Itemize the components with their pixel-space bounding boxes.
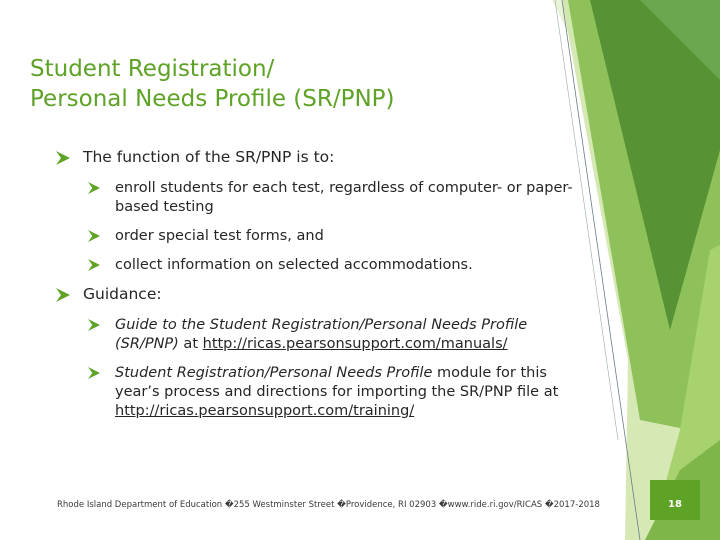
- bullet-text: Guidance:: [83, 285, 162, 303]
- page-number: 18: [668, 499, 682, 510]
- bullet-text: The function of the SR/PNP is to:: [83, 148, 335, 166]
- sub-bullet-guide: [88, 316, 586, 354]
- diamond-bullet-icon: [88, 319, 100, 331]
- bullet-guidance: [56, 285, 586, 304]
- function-sublist: [88, 179, 586, 275]
- sub-bullet-text: enroll students for each test, regardless of computer- or paper-based testing: [115, 180, 573, 215]
- bullet-content: [56, 148, 586, 431]
- sub-bullet-order: [88, 227, 586, 246]
- title-line-2: Personal Needs Profile (SR/PNP): [30, 86, 395, 112]
- training-link[interactable]: http://ricas.pearsonsupport.com/training/: [115, 403, 415, 419]
- diamond-bullet-icon: [88, 367, 100, 379]
- diamond-bullet-icon: [88, 230, 100, 242]
- diamond-bullet-icon: [56, 151, 70, 165]
- sub-bullet-text: at: [178, 336, 203, 352]
- footer: Rhode Island Department of Education �255 Westminster Street �Providence, RI 02903 �www.ride.ri.gov/RICAS �2017-2018: [57, 500, 600, 510]
- manuals-link[interactable]: http://ricas.pearsonsupport.com/manuals/: [202, 336, 508, 352]
- sub-bullet-collect: [88, 256, 586, 275]
- title-line-1: Student Registration/: [30, 56, 275, 82]
- sub-bullet-text: order special test forms, and: [115, 228, 324, 244]
- sub-bullet-enroll: [88, 179, 586, 217]
- guidance-sublist: [88, 316, 586, 421]
- diamond-bullet-icon: [88, 182, 100, 194]
- sub-bullet-text: collect information on selected accommodations.: [115, 257, 473, 273]
- sub-bullet-text: module for this year’s process and directions for importing the SR/PNP file at: [115, 365, 559, 400]
- sub-bullet-module: [88, 364, 586, 421]
- module-title: Student Registration/Personal Needs Profile: [115, 365, 433, 381]
- guide-title: Guide to the Student Registration/Personal Needs Profile (SR/PNP): [115, 317, 528, 352]
- slide-title: [30, 54, 550, 114]
- diamond-bullet-icon: [56, 288, 70, 302]
- bullet-function: [56, 148, 586, 167]
- diamond-bullet-icon: [88, 259, 100, 271]
